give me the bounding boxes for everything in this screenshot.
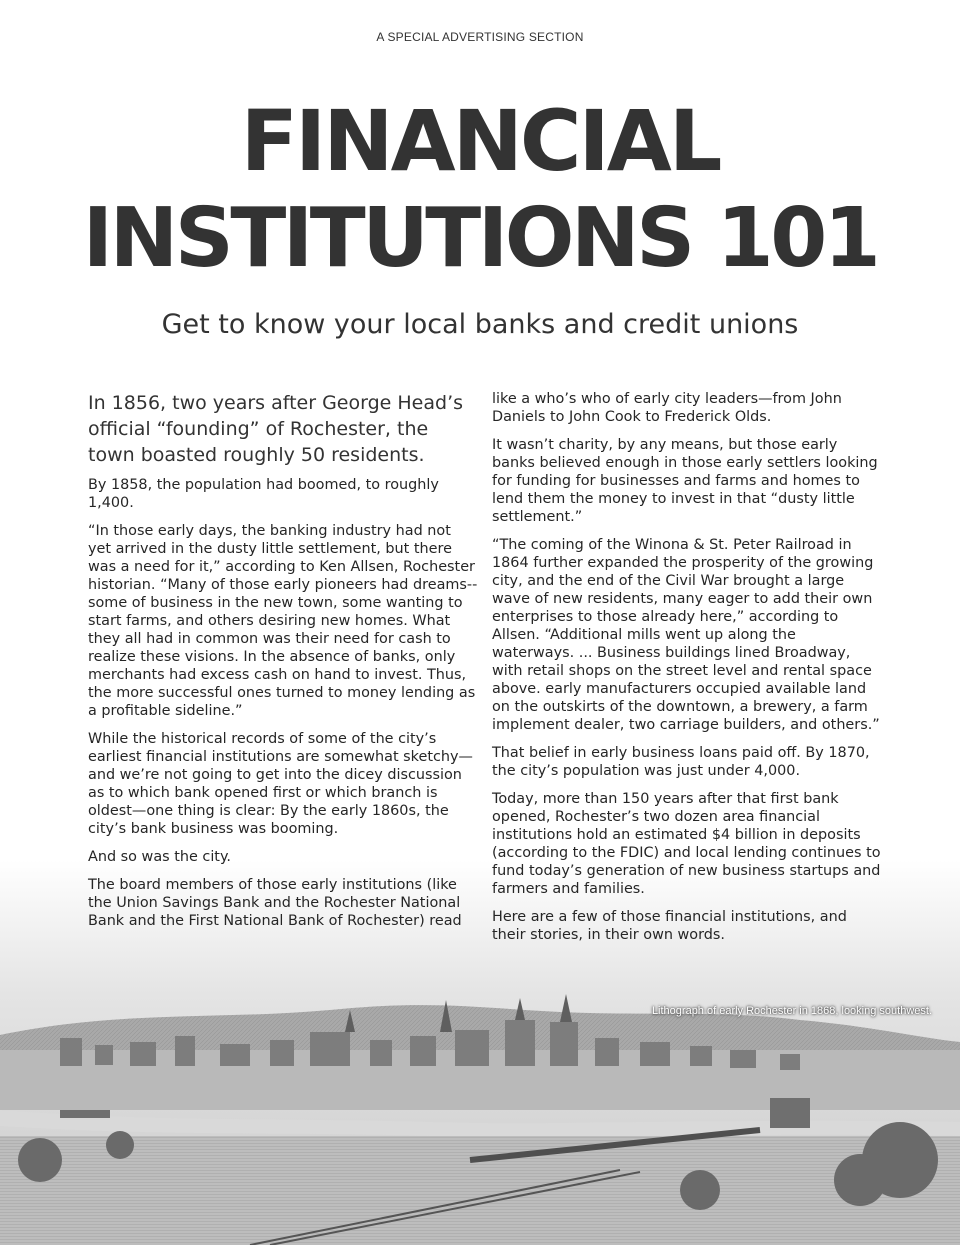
body-paragraph: Here are a few of those financial institutions, and their stories, in their own words.	[492, 909, 847, 943]
title-line-2: INSTITUTIONS 101	[82, 191, 878, 286]
right-column	[492, 390, 882, 954]
body-paragraph: That belief in early business loans paid off. By 1870, the city’s population was just under 4,000.	[492, 745, 870, 779]
body-paragraph: It wasn’t charity, by any means, but those early banks believed enough in those early settlers looking for funding for businesses and farms and homes to lend them the money to invest in that “dusty little settlement.”	[492, 437, 878, 525]
body-paragraph: While the historical records of some of the city’s earliest financial institutions are somewhat sketchy—and we’re not going to get into the dicey discussion as to which bank opened first or which branch is oldest—one thing is clear: By the early 1860s, the city’s bank business was booming.	[88, 731, 473, 837]
body-paragraph: And so was the city.	[88, 849, 231, 865]
section-kicker: A SPECIAL ADVERTISING SECTION	[376, 30, 584, 44]
body-paragraph: “The coming of the Winona & St. Peter Railroad in 1864 further expanded the prosperity of the growing city, and the end of the Civil War brought a large wave of new residents, many eager to add their own enterprises to those already here,” according to Allsen. “Additional mills went up along the waterways. ... Business buildings lined Broadway, with retail shops on the street level and rental space above. early manufacturers occupied available land on the outskirts of the downtown, a brewery, a farm implement dealer, two carriage builders, and others.”	[492, 537, 880, 733]
lead-paragraph: In 1856, two years after George Head’s official “founding” of Rochester, the town boasted roughly 50 residents.	[88, 392, 464, 466]
body-paragraph: “In those early days, the banking industry had not yet arrived in the dusty little settlement, but there was a need for it,” according to Ken Allsen, Rochester historian. “Many of those early pioneers had dreams--some of business in the new town, some wanting to start farms, and others desiring new homes. What they all had in common was their need for cash to realize these visions. In the absence of banks, only merchants had excess cash on hand to invest. Thus, the more successful ones turned to money lending as a profitable sideline.”	[88, 523, 478, 719]
body-paragraph: By 1858, the population had boomed, to roughly 1,400.	[88, 477, 439, 511]
title-line-1: FINANCIAL	[240, 92, 720, 190]
left-column	[88, 390, 478, 940]
subtitle: Get to know your local banks and credit unions	[161, 309, 799, 340]
body-paragraph: Today, more than 150 years after that first bank opened, Rochester’s two dozen area financial institutions hold an estimated $4 billion in deposits (according to the FDIC) and local lending continues to fund today’s generation of new business startups and farmers and families.	[492, 791, 881, 897]
body-paragraph: The board members of those early institutions (like the Union Savings Bank and the Rochester National Bank and the First National Bank of Rochester) read	[88, 877, 462, 929]
image-caption: Lithograph of early Rochester in 1868, looking southwest.	[651, 1005, 932, 1017]
body-paragraph: like a who’s who of early city leaders—from John Daniels to John Cook to Frederick Olds.	[492, 391, 842, 425]
page-title	[0, 92, 960, 288]
